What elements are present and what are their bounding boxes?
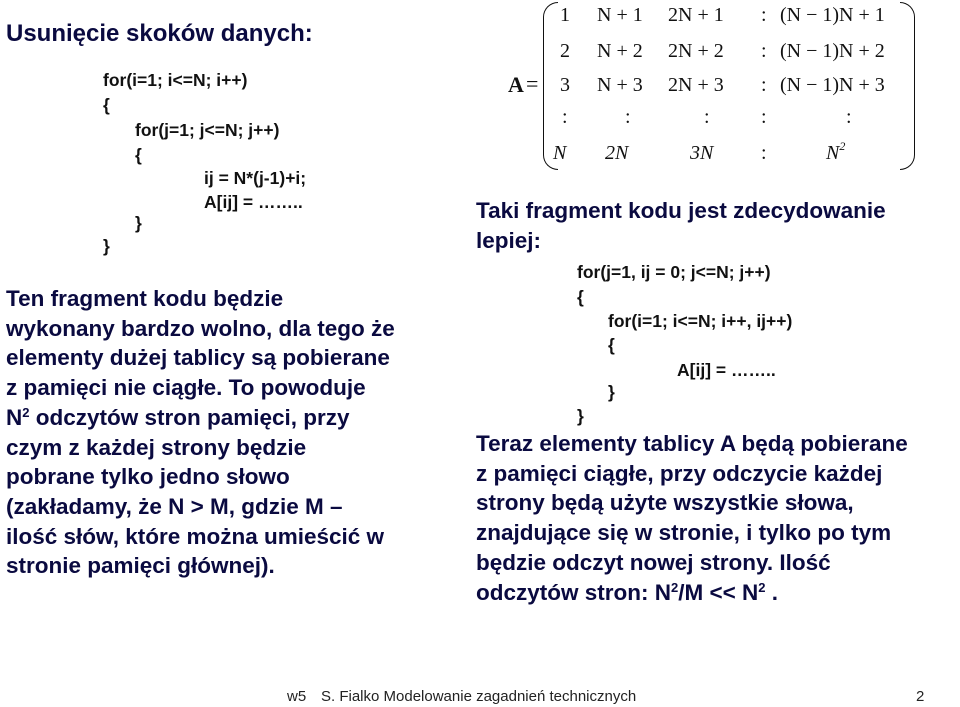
matrix-cell: (N − 1)N + 1 <box>780 4 885 26</box>
code-line: for(j=1; j<=N; j++) <box>135 120 280 140</box>
paragraph-line: pobrane tylko jedno słowo <box>6 464 290 490</box>
formula-prefix: odczytów stron: N <box>476 579 671 605</box>
slide-title: Usunięcie skoków danych: <box>6 20 313 47</box>
code-line: { <box>577 287 584 307</box>
paragraph-line: będzie odczyt nowej strony. Ilość <box>476 549 831 575</box>
code-line: { <box>608 335 615 355</box>
paragraph-line: z pamięci ciągłe, przy odczycie każdej <box>476 460 883 486</box>
paragraph-line: znajdujące się w stronie, i tylko po tym <box>476 520 892 546</box>
code-line: } <box>608 382 615 402</box>
matrix-cell: : <box>761 74 767 96</box>
code-line: for(j=1, ij = 0; j<=N; j++) <box>577 262 771 282</box>
paragraph-line: z pamięci nie ciągłe. To powoduje <box>6 375 366 401</box>
code-line: } <box>135 213 142 233</box>
matrix-cell-n-squared <box>826 139 846 165</box>
matrix-cell: N + 2 <box>597 40 643 62</box>
right-paragraph <box>476 429 908 607</box>
matrix-right-bracket <box>900 2 915 170</box>
matrix-cell: (N − 1)N + 2 <box>780 40 885 62</box>
footer-author-title: S. Fialko Modelowanie zagadnień technicznych <box>321 688 637 705</box>
exponent: 2 <box>671 579 679 595</box>
code-line: A[ij] = …….. <box>677 360 776 380</box>
code-line: for(i=1; i<=N; i++) <box>103 70 248 90</box>
paragraph-line: ilość słów, które można umieścić w <box>6 523 385 549</box>
exponent: 2 <box>22 404 30 420</box>
paragraph-line: wykonany bardzo wolno, dla tego że <box>6 315 395 341</box>
matrix-cell: : <box>761 4 767 26</box>
code-line: A[ij] = …….. <box>204 192 303 212</box>
exponent: 2 <box>839 139 846 153</box>
matrix-cell: 2N + 3 <box>668 74 724 96</box>
paragraph-line-formula <box>476 578 908 608</box>
matrix-cell: (N − 1)N + 3 <box>780 74 885 96</box>
paragraph-line: lepiej: <box>476 227 542 253</box>
code-line: for(i=1; i<=N; i++, ij++) <box>608 311 793 331</box>
left-paragraph <box>6 284 395 581</box>
matrix-cell: : <box>761 142 767 164</box>
equals-sign: = <box>526 71 539 96</box>
matrix-cell: : <box>704 106 710 128</box>
matrix-cell: : <box>846 106 852 128</box>
paragraph-line: czym z każdej strony będzie <box>6 434 307 460</box>
code-line: } <box>577 406 584 426</box>
matrix-cell: N + 3 <box>597 74 643 96</box>
formula-mid: /M << N <box>678 579 759 605</box>
paragraph-line <box>6 403 395 433</box>
matrix-cell: 2N + 2 <box>668 40 724 62</box>
code-line: ij = N*(j-1)+i; <box>204 168 307 188</box>
matrix-cell: : <box>562 106 568 128</box>
footer-lecture: w5 <box>287 688 307 705</box>
matrix-cell: N <box>553 142 567 164</box>
matrix-cell: 2N + 1 <box>668 4 724 26</box>
paragraph-line: Ten fragment kodu będzie <box>6 286 284 311</box>
matrix-cell: 2N <box>605 142 629 164</box>
code-line: } <box>103 236 110 256</box>
paragraph-line: (zakładamy, że N > M, gdzie M – <box>6 493 343 519</box>
matrix-cell: 2 <box>560 40 570 62</box>
code-line: { <box>103 95 110 115</box>
matrix-cell: : <box>761 106 767 128</box>
matrix-label: A <box>508 72 524 97</box>
footer-page-number: 2 <box>916 688 925 705</box>
matrix-cell: N + 1 <box>597 4 643 26</box>
paragraph-line: stronie pamięci głównej). <box>6 553 275 579</box>
code-line: { <box>135 145 142 165</box>
paragraph-line: Taki fragment kodu jest zdecydowanie <box>476 198 886 223</box>
n-symbol: N <box>6 404 23 430</box>
paragraph-line-text: odczytów stron pamięci, przy <box>35 404 350 430</box>
matrix-cell: : <box>761 40 767 62</box>
exponent: 2 <box>758 579 766 595</box>
matrix-cell: 3N <box>690 142 714 164</box>
formula-suffix: . <box>765 579 779 605</box>
paragraph-line: Teraz elementy tablicy A będą pobierane <box>476 431 908 456</box>
paragraph-line: strony będą użyte wszystkie słowa, <box>476 490 854 516</box>
paragraph-line: elementy dużej tablicy są pobierane <box>6 345 390 371</box>
matrix-cell: N <box>826 142 840 164</box>
matrix-cell: 3 <box>560 74 570 96</box>
right-heading <box>476 196 886 255</box>
matrix-cell: : <box>625 106 631 128</box>
matrix-cell: 1 <box>560 4 570 26</box>
